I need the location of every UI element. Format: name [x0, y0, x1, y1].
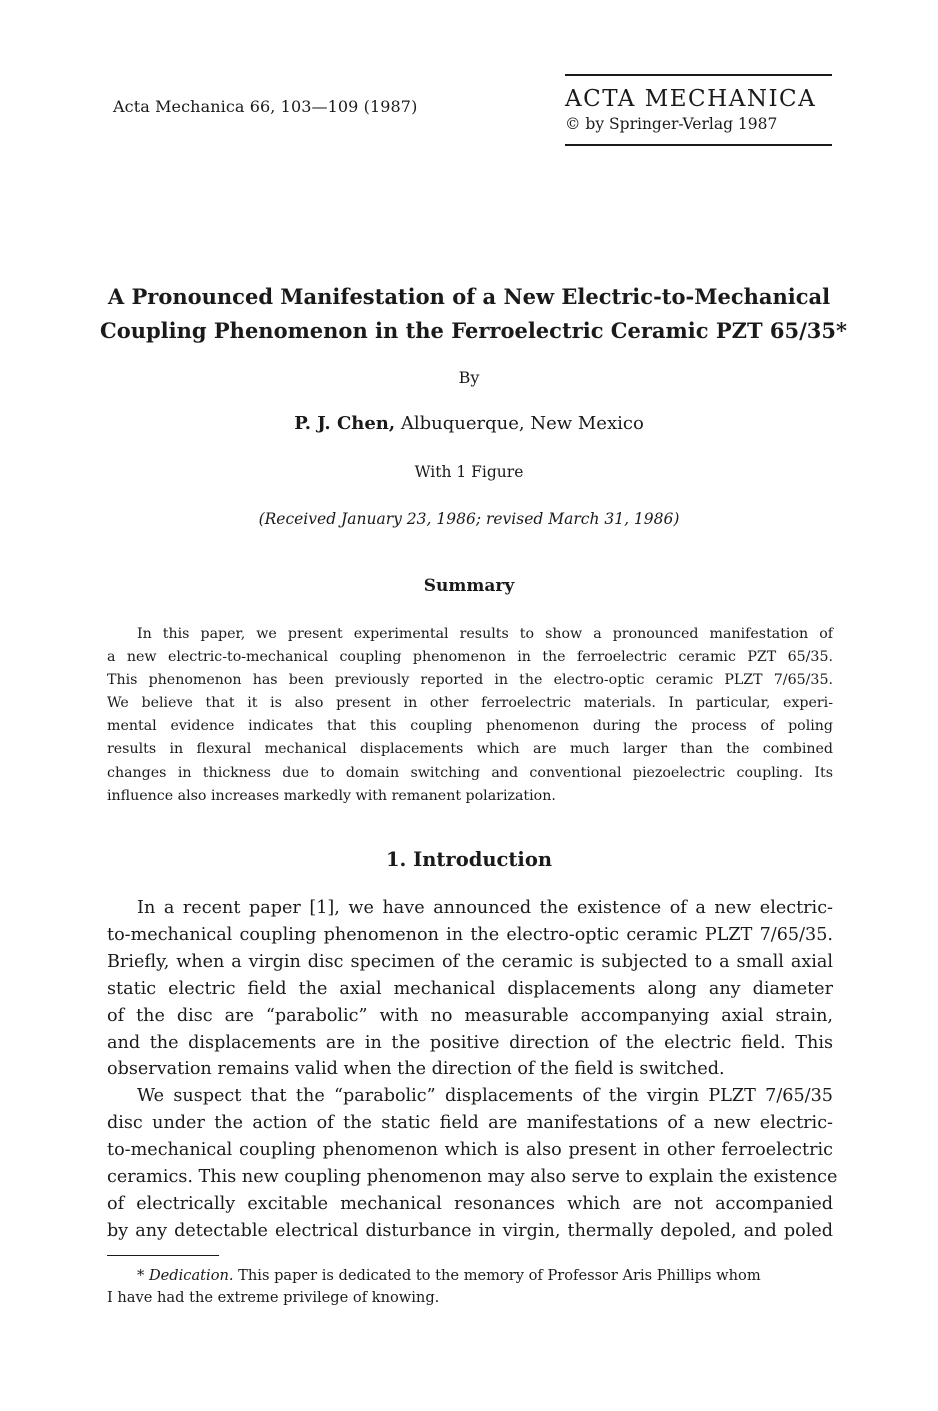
summary-line: results in flexural mechanical displacements which are much larger than the combined — [107, 741, 833, 758]
summary-line: This phenomenon has been previously reported in the electro-optic ceramic PLZT 7/65/35. — [107, 672, 833, 689]
body-line: Briefly, when a virgin disc specimen of the ceramic is subjected to a small axial — [107, 951, 833, 972]
section-heading-introduction: 1. Introduction — [385, 848, 553, 871]
summary-line: influence also increases markedly with remanent polarization. — [107, 787, 556, 804]
author-name: P. J. Chen, — [294, 413, 396, 434]
journal-brand-block — [565, 74, 832, 146]
journal-brand-name: ACTA MECHANICA — [565, 86, 817, 112]
body-line: In a recent paper [1], we have announced the existence of a new electric- — [137, 898, 833, 918]
author-line — [100, 413, 838, 434]
figure-count: With 1 Figure — [414, 463, 524, 481]
footnote-marker: * — [137, 1267, 149, 1284]
article-title — [100, 280, 847, 348]
body-line: of the disc are “parabolic” with no measurable accompanying axial strain, — [107, 1005, 833, 1026]
summary-line: In this paper, we present experimental results to show a pronounced manifestation of — [137, 626, 833, 642]
summary-line: a new electric-to-mechanical coupling phenomenon in the ferroelectric ceramic PZT 65/35. — [107, 649, 833, 666]
body-line: to-mechanical coupling phenomenon in the electro-optic ceramic PLZT 7/65/35. — [107, 924, 833, 945]
footnote-label: Dedication. — [148, 1267, 234, 1284]
brand-bottom-rule — [565, 144, 832, 146]
body-line: to-mechanical coupling phenomenon which is also present in other ferroelectric — [107, 1139, 833, 1160]
footnote — [107, 1265, 833, 1309]
journal-reference: Acta Mechanica 66, 103—109 (1987) — [113, 97, 418, 116]
intro-paragraph-2 — [107, 1083, 838, 1244]
title-line: Coupling Phenomenon in the Ferroelectric Ceramic PZT 65/35* — [100, 318, 847, 343]
title-line: A Pronounced Manifestation of a New Electric-to-Mechanical — [107, 284, 831, 309]
body-line: We suspect that the “parabolic” displacements of the virgin PLZT 7/65/35 — [137, 1086, 833, 1106]
body-line: ceramics. This new coupling phenomenon may also serve to explain the existence — [107, 1166, 838, 1187]
body-line: disc under the action of the static field are manifestations of a new electric- — [107, 1112, 833, 1133]
summary-line: mental evidence indicates that this coupling phenomenon during the process of poling — [107, 718, 833, 735]
publisher-copyright: © by Springer-Verlag 1987 — [565, 115, 778, 133]
footnote-text: This paper is dedicated to the memory of Professor Aris Phillips whom — [233, 1267, 761, 1284]
intro-paragraph-1 — [107, 895, 833, 1083]
body-line: and the displacements are in the positive direction of the electric field. This — [107, 1032, 833, 1053]
body-line: observation remains valid when the direction of the field is switched. — [107, 1059, 725, 1080]
summary-text — [107, 623, 833, 808]
body-line: static electric field the axial mechanical displacements along any diameter — [107, 978, 833, 999]
body-line: of electrically excitable mechanical resonances which are not accompanied — [107, 1193, 833, 1214]
summary-line: changes in thickness due to domain switching and conventional piezoelectric coupling. Its — [107, 764, 833, 781]
received-dates: (Received January 23, 1986; revised March 31, 1986) — [258, 510, 680, 528]
byline-label: By — [458, 368, 480, 387]
footnote-line: I have had the extreme privilege of knowing. — [107, 1289, 440, 1306]
body-line: by any detectable electrical disturbance in virgin, thermally depoled, and poled — [107, 1220, 833, 1241]
footnote-rule — [107, 1255, 219, 1256]
author-location: Albuquerque, New Mexico — [395, 413, 644, 434]
brand-top-rule — [565, 74, 832, 76]
summary-heading: Summary — [423, 576, 515, 596]
summary-line: We believe that it is also present in other ferroelectric materials. In particular, experi- — [107, 695, 833, 712]
footnote-line — [107, 1265, 833, 1287]
